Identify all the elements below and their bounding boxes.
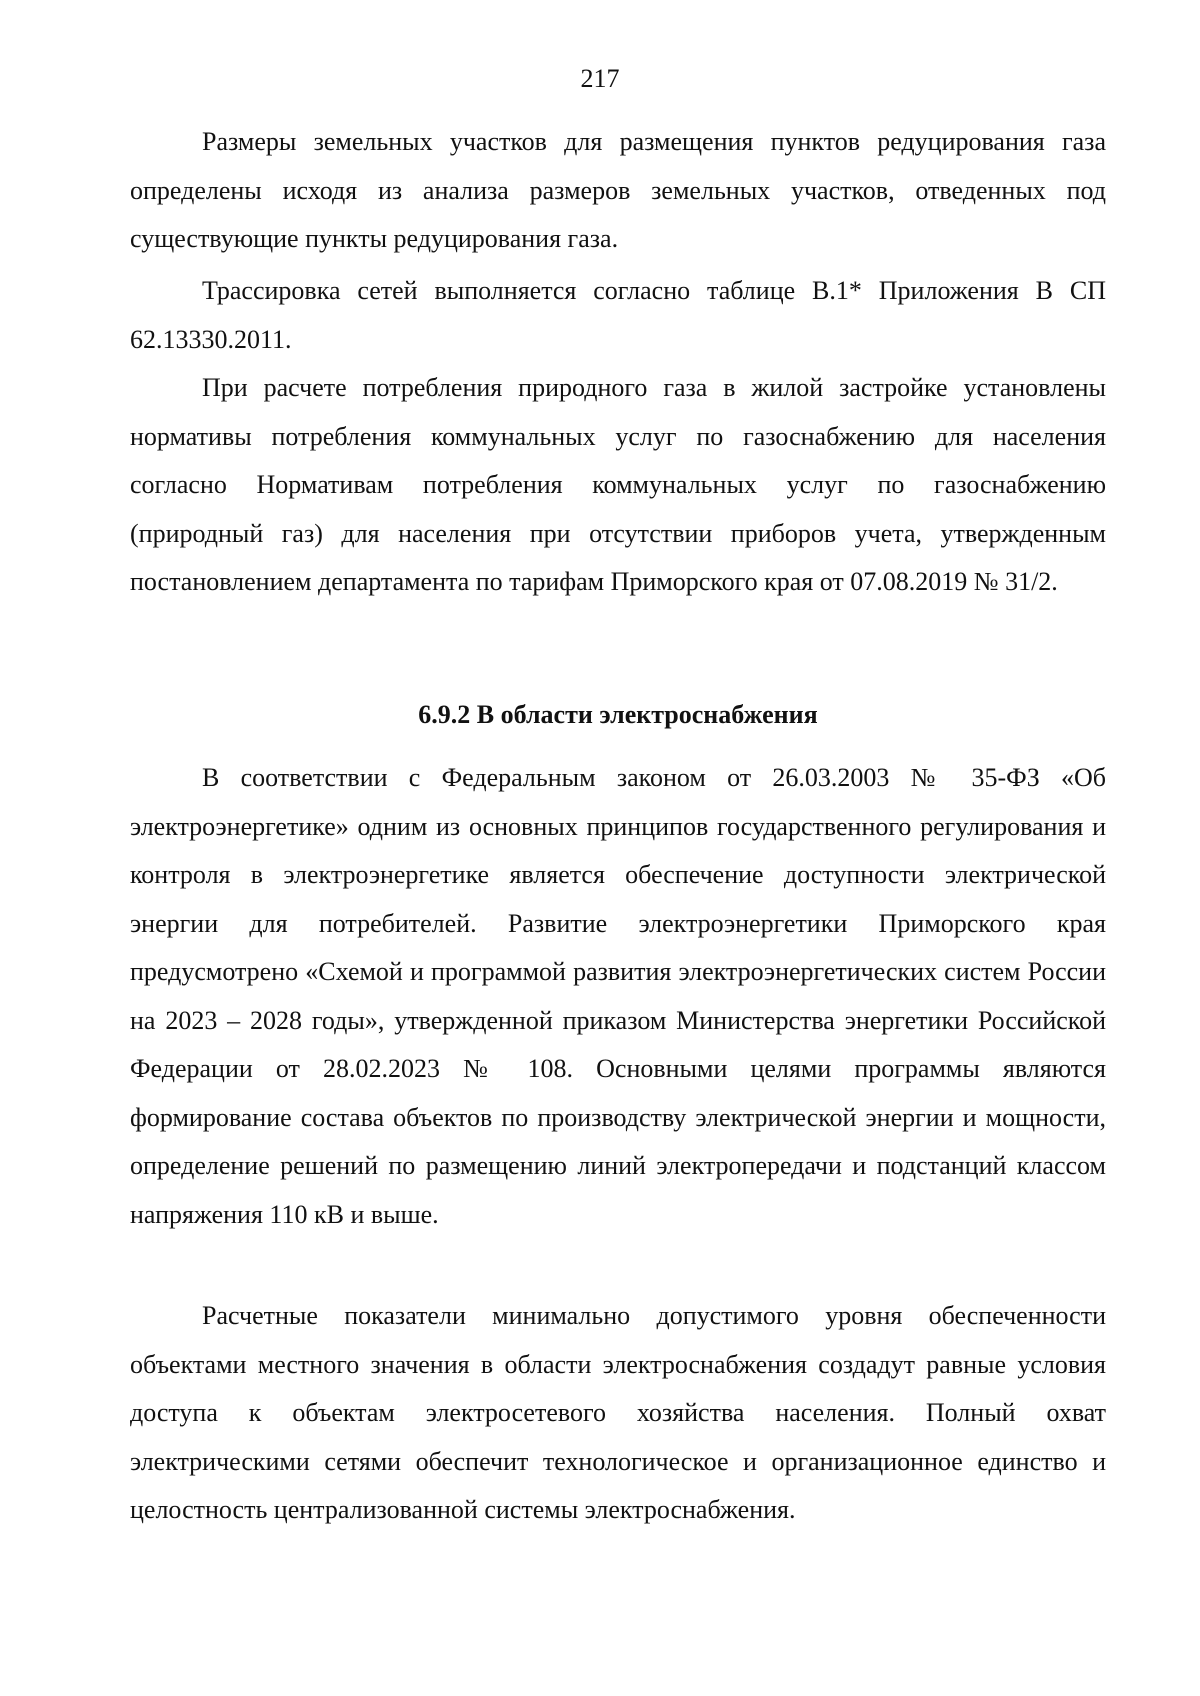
paragraph-gas-consumption (130, 364, 1106, 607)
paragraph-calculated-indicators (130, 1292, 1106, 1535)
paragraph-text: В соответствии с Федеральным законом от 26.03.2003 № 35-ФЗ «Об электроэнергетике» одним из основных принципов государственного регулирования и контроля в электроэнергетике является обеспечение доступности электрической энергии для потребителей. Развитие электроэнергетики Приморского края предусмотрено «Схемой и программой развития электроэнергетических систем России на 2023 – 2028 годы», утвержденной приказом Министерства энергетики Российской Федерации от 28.02.2023 № 108. Основными целями программы являются формирование состава объектов по производству электрической энергии и мощности, определение решений по размещению линий электропередачи и подстанций классом напряжения 110 кВ и выше. (130, 763, 1106, 1229)
section-heading: 6.9.2 В области электроснабжения (418, 700, 818, 729)
page-number: 217 (580, 64, 620, 93)
section-heading-block (130, 691, 1106, 740)
paragraph-text: Расчетные показатели минимально допустимого уровня обеспеченности объектами местного значения в области электроснабжения создадут равные условия доступа к объектам электросетевого хозяйства населения. Полный охват электрическими сетями обеспечит технологическое и организационное единство и целостность централизованной системы электроснабжения. (130, 1301, 1106, 1524)
paragraph-electricity-law (130, 754, 1106, 1239)
paragraph-text: Размеры земельных участков для размещения пунктов редуцирования газа определены исходя из анализа размеров земельных участков, отведенных под существующие пункты редуцирования газа. (130, 127, 1106, 253)
paragraph-network-routing (130, 267, 1106, 364)
paragraph-text: Трассировка сетей выполняется согласно таблице В.1* Приложения В СП 62.13330.2011. (130, 276, 1106, 354)
paragraph-land-plots (130, 118, 1106, 264)
paragraph-text: При расчете потребления природного газа в жилой застройке установлены нормативы потребления коммунальных услуг по газоснабжению для населения согласно Нормативам потребления коммунальных услуг по газоснабжению (природный газ) для населения при отсутствии приборов учета, утвержденным постановлением департамента по тарифам Приморского края от 07.08.2019 № 31/2. (130, 373, 1106, 596)
